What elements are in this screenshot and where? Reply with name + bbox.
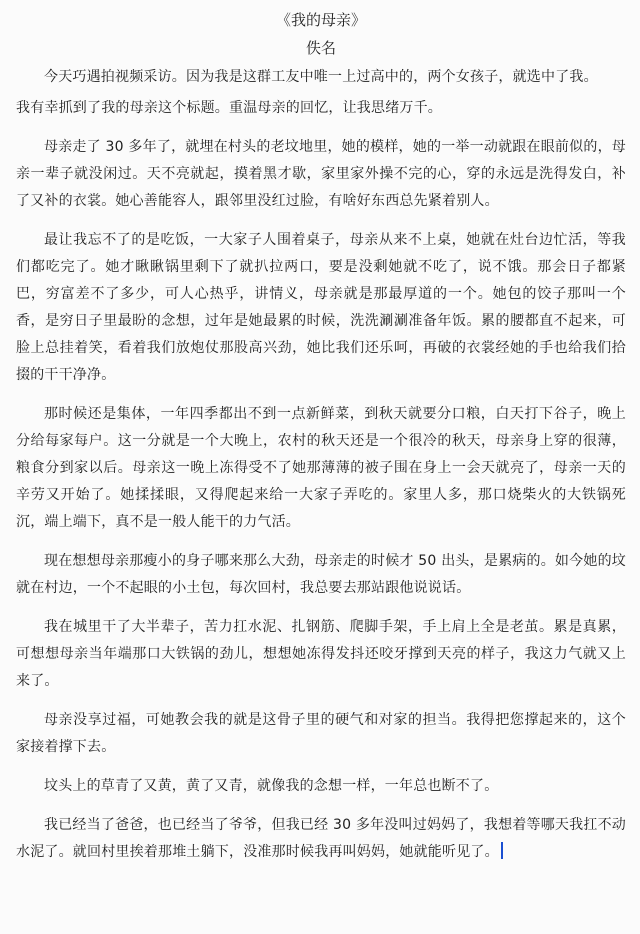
paragraph: 最让我忘不了的是吃饭，一大家子人围着桌子，母亲从来不上桌，她就在灶台边忙活，等我们都吃完了。她才瞅瞅锅里剩下了就扒拉两口，要是没剩她就不吃了，说不饿。那会日子都紧巴，穷富差不了多少，可人心热乎，讲情义，母亲就是那最厚道的一个。她包的饺子那叫一个香，是穷日子里最盼的念想，过年是她最累的时候，洗洗涮涮准备年饭。累的腰都直不起来，可脸上总挂着笑，看着我们放炮仗那股高兴劲，她比我们还乐呵，再破的衣裳经她的手也给我们拾掇的干干净净。	[16, 232, 626, 383]
paragraph: 坟头上的草青了又黄，黄了又青，就像我的念想一样，一年总也断不了。	[44, 778, 499, 794]
paragraph: 那时候还是集体，一年四季都出不到一点新鲜菜，到秋天就要分口粮，白天打下谷子，晚上分给每家每户。这一分就是一个大晚上，农村的秋天还是一个很冷的秋天，母亲身上穿的很薄，粮食分到家以后。母亲这一晚上冻得受不了她那薄薄的被子围在身上一会天就亮了，母亲一天的辛劳又开始了。她揉揉眼，又得爬起来给一大家子弄吃的。家里人多，那口烧柴火的大铁锅死沉，端上端下，真不是一般人能干的力气活。	[16, 406, 626, 530]
paragraph: 母亲没享过福，可她教会我的就是这骨子里的硬气和对家的担当。我得把您撑起来的，这个家接着撑下去。	[16, 712, 626, 755]
paragraph: 我在城里干了大半辈子，苦力扛水泥、扎钢筋、爬脚手架，手上肩上全是老茧。累是真累，可想想母亲当年端那口大铁锅的劲儿，想想她冻得发抖还咬牙撑到天亮的样子，我这力气就又上来了。	[16, 619, 626, 689]
paragraph-last-text: 我已经当了爸爸，也已经当了爷爷，但我已经 30 多年没叫过妈妈了，我想着等哪天我扛不动水泥了。就回村里挨着那堆土躺下，没准那时候我再叫妈妈，她就能听见了。	[16, 817, 626, 860]
paragraph: 我有幸抓到了我的母亲这个标题。重温母亲的回忆，让我思绪万千。	[16, 100, 442, 116]
paragraph: 今天巧遇拍视频采访。因为我是这群工友中唯一上过高中的，两个女孩子，就选中了我。	[44, 69, 598, 85]
text-cursor-caret	[501, 842, 503, 859]
paragraph: 母亲走了 30 多年了，就埋在村头的老坟地里，她的模样，她的一举一动就跟在眼前似的，母亲一辈子就没闲过。天不亮就起，摸着黑才歇，家里家外操不完的心，穿的永远是洗得发白，补了又补的衣裳。她心善能容人，跟邻里没红过脸，有啥好东西总先紧着别人。	[16, 139, 626, 209]
document-title: 《我的母亲》	[275, 11, 366, 29]
paragraph-last[interactable]	[16, 812, 626, 866]
document-author: 佚名	[305, 39, 336, 57]
paragraph: 现在想想母亲那瘦小的身子哪来那么大劲，母亲走的时候才 50 出头，是累病的。如今她的坟就在村边，一个不起眼的小土包，每次回村，我总要去那站跟他说说话。	[16, 553, 626, 596]
